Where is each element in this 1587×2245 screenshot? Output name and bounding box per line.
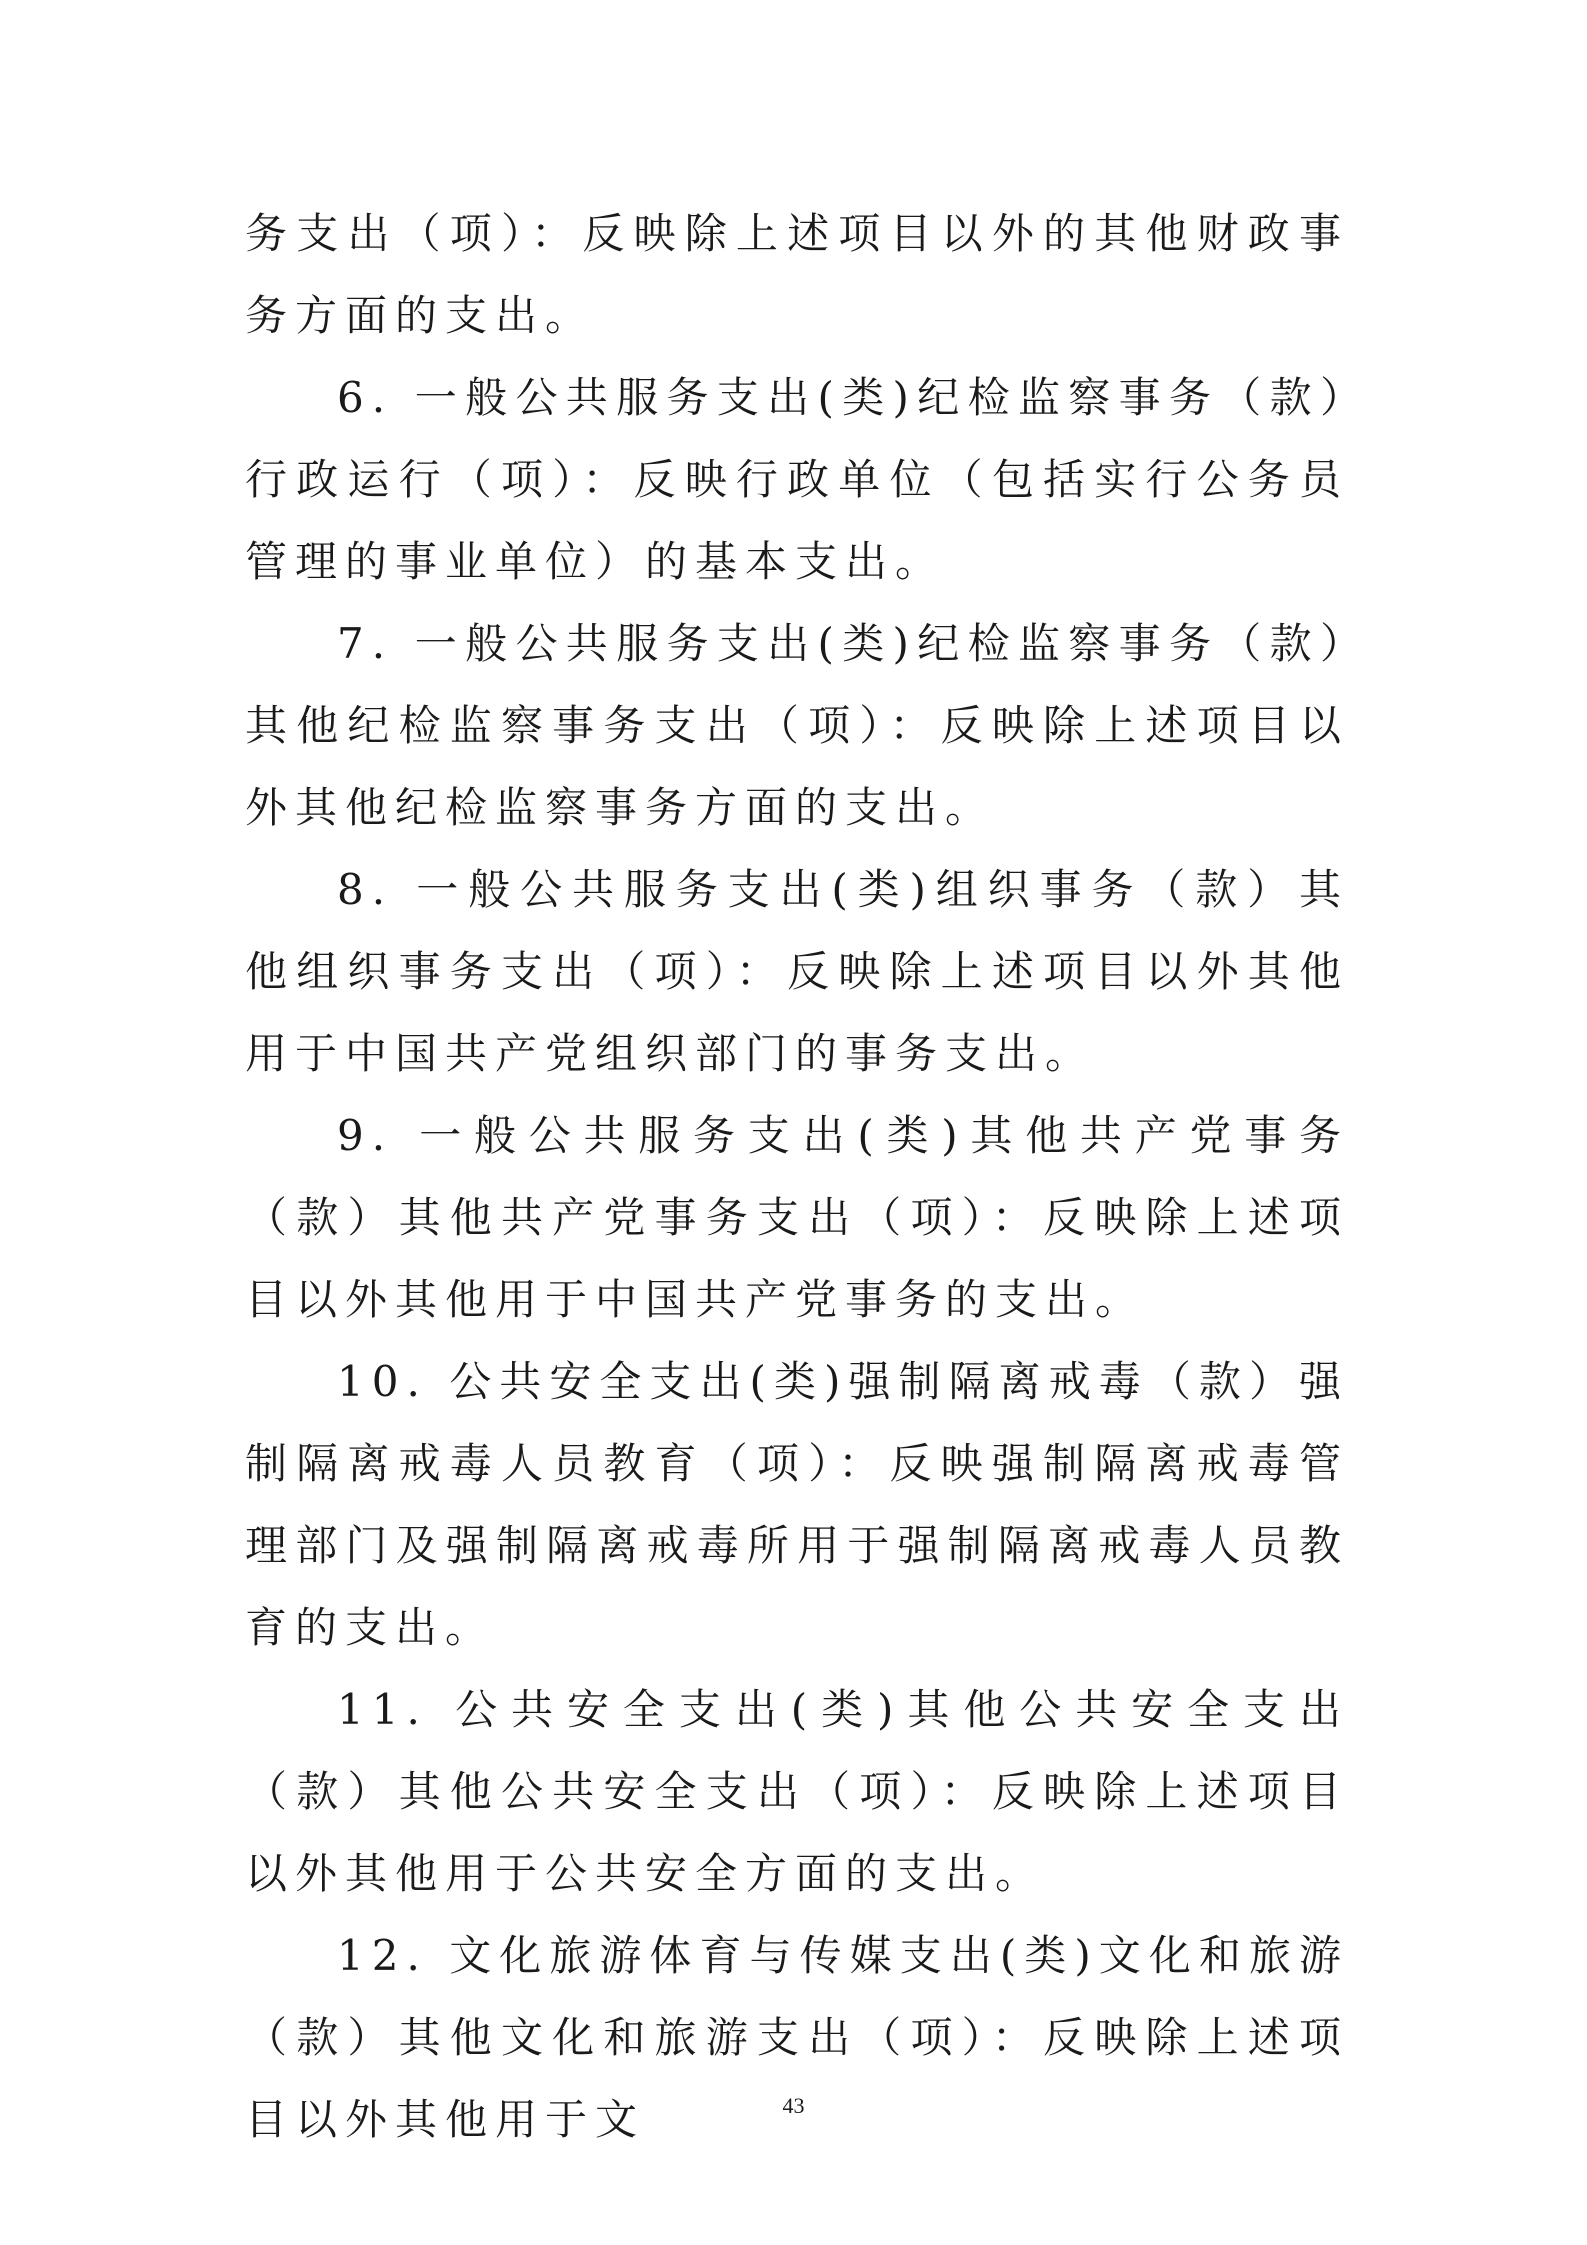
- paragraph-item-8: 8. 一般公共服务支出(类)组织事务（款）其他组织事务支出（项）：反映除上述项目以外其他用于中国共产党组织部门的事务支出。: [245, 865, 1349, 1078]
- paragraph-item-6: 6. 一般公共服务支出(类)纪检监察事务（款）行政运行（项）：反映行政单位（包括实行公务员管理的事业单位）的基本支出。: [245, 373, 1349, 586]
- paragraph-item-11: 11. 公共安全支出(类)其他公共安全支出（款）其他公共安全支出（项）：反映除上述项目以外其他用于公共安全方面的支出。: [245, 1685, 1349, 1898]
- body-text: [245, 193, 1349, 2161]
- page-number: 43: [782, 2093, 805, 2118]
- paragraph-item-9: 9. 一般公共服务支出(类)其他共产党事务（款）其他共产党事务支出（项）：反映除上述项目以外其他用于中国共产党事务的支出。: [245, 1111, 1349, 1324]
- paragraph-continuation: 务支出（项）：反映除上述项目以外的其他财政事务方面的支出。: [245, 209, 1349, 340]
- paragraph-item-10: 10. 公共安全支出(类)强制隔离戒毒（款）强制隔离戒毒人员教育（项）：反映强制隔离戒毒管理部门及强制隔离戒毒所用于强制隔离戒毒人员教育的支出。: [245, 1357, 1349, 1652]
- paragraph-item-7: 7. 一般公共服务支出(类)纪检监察事务（款）其他纪检监察事务支出（项）：反映除上述项目以外其他纪检监察事务方面的支出。: [245, 619, 1349, 832]
- paragraph-item-12: 12. 文化旅游体育与传媒支出(类)文化和旅游（款）其他文化和旅游支出（项）：反映除上述项目以外其他用于文: [245, 1931, 1349, 2144]
